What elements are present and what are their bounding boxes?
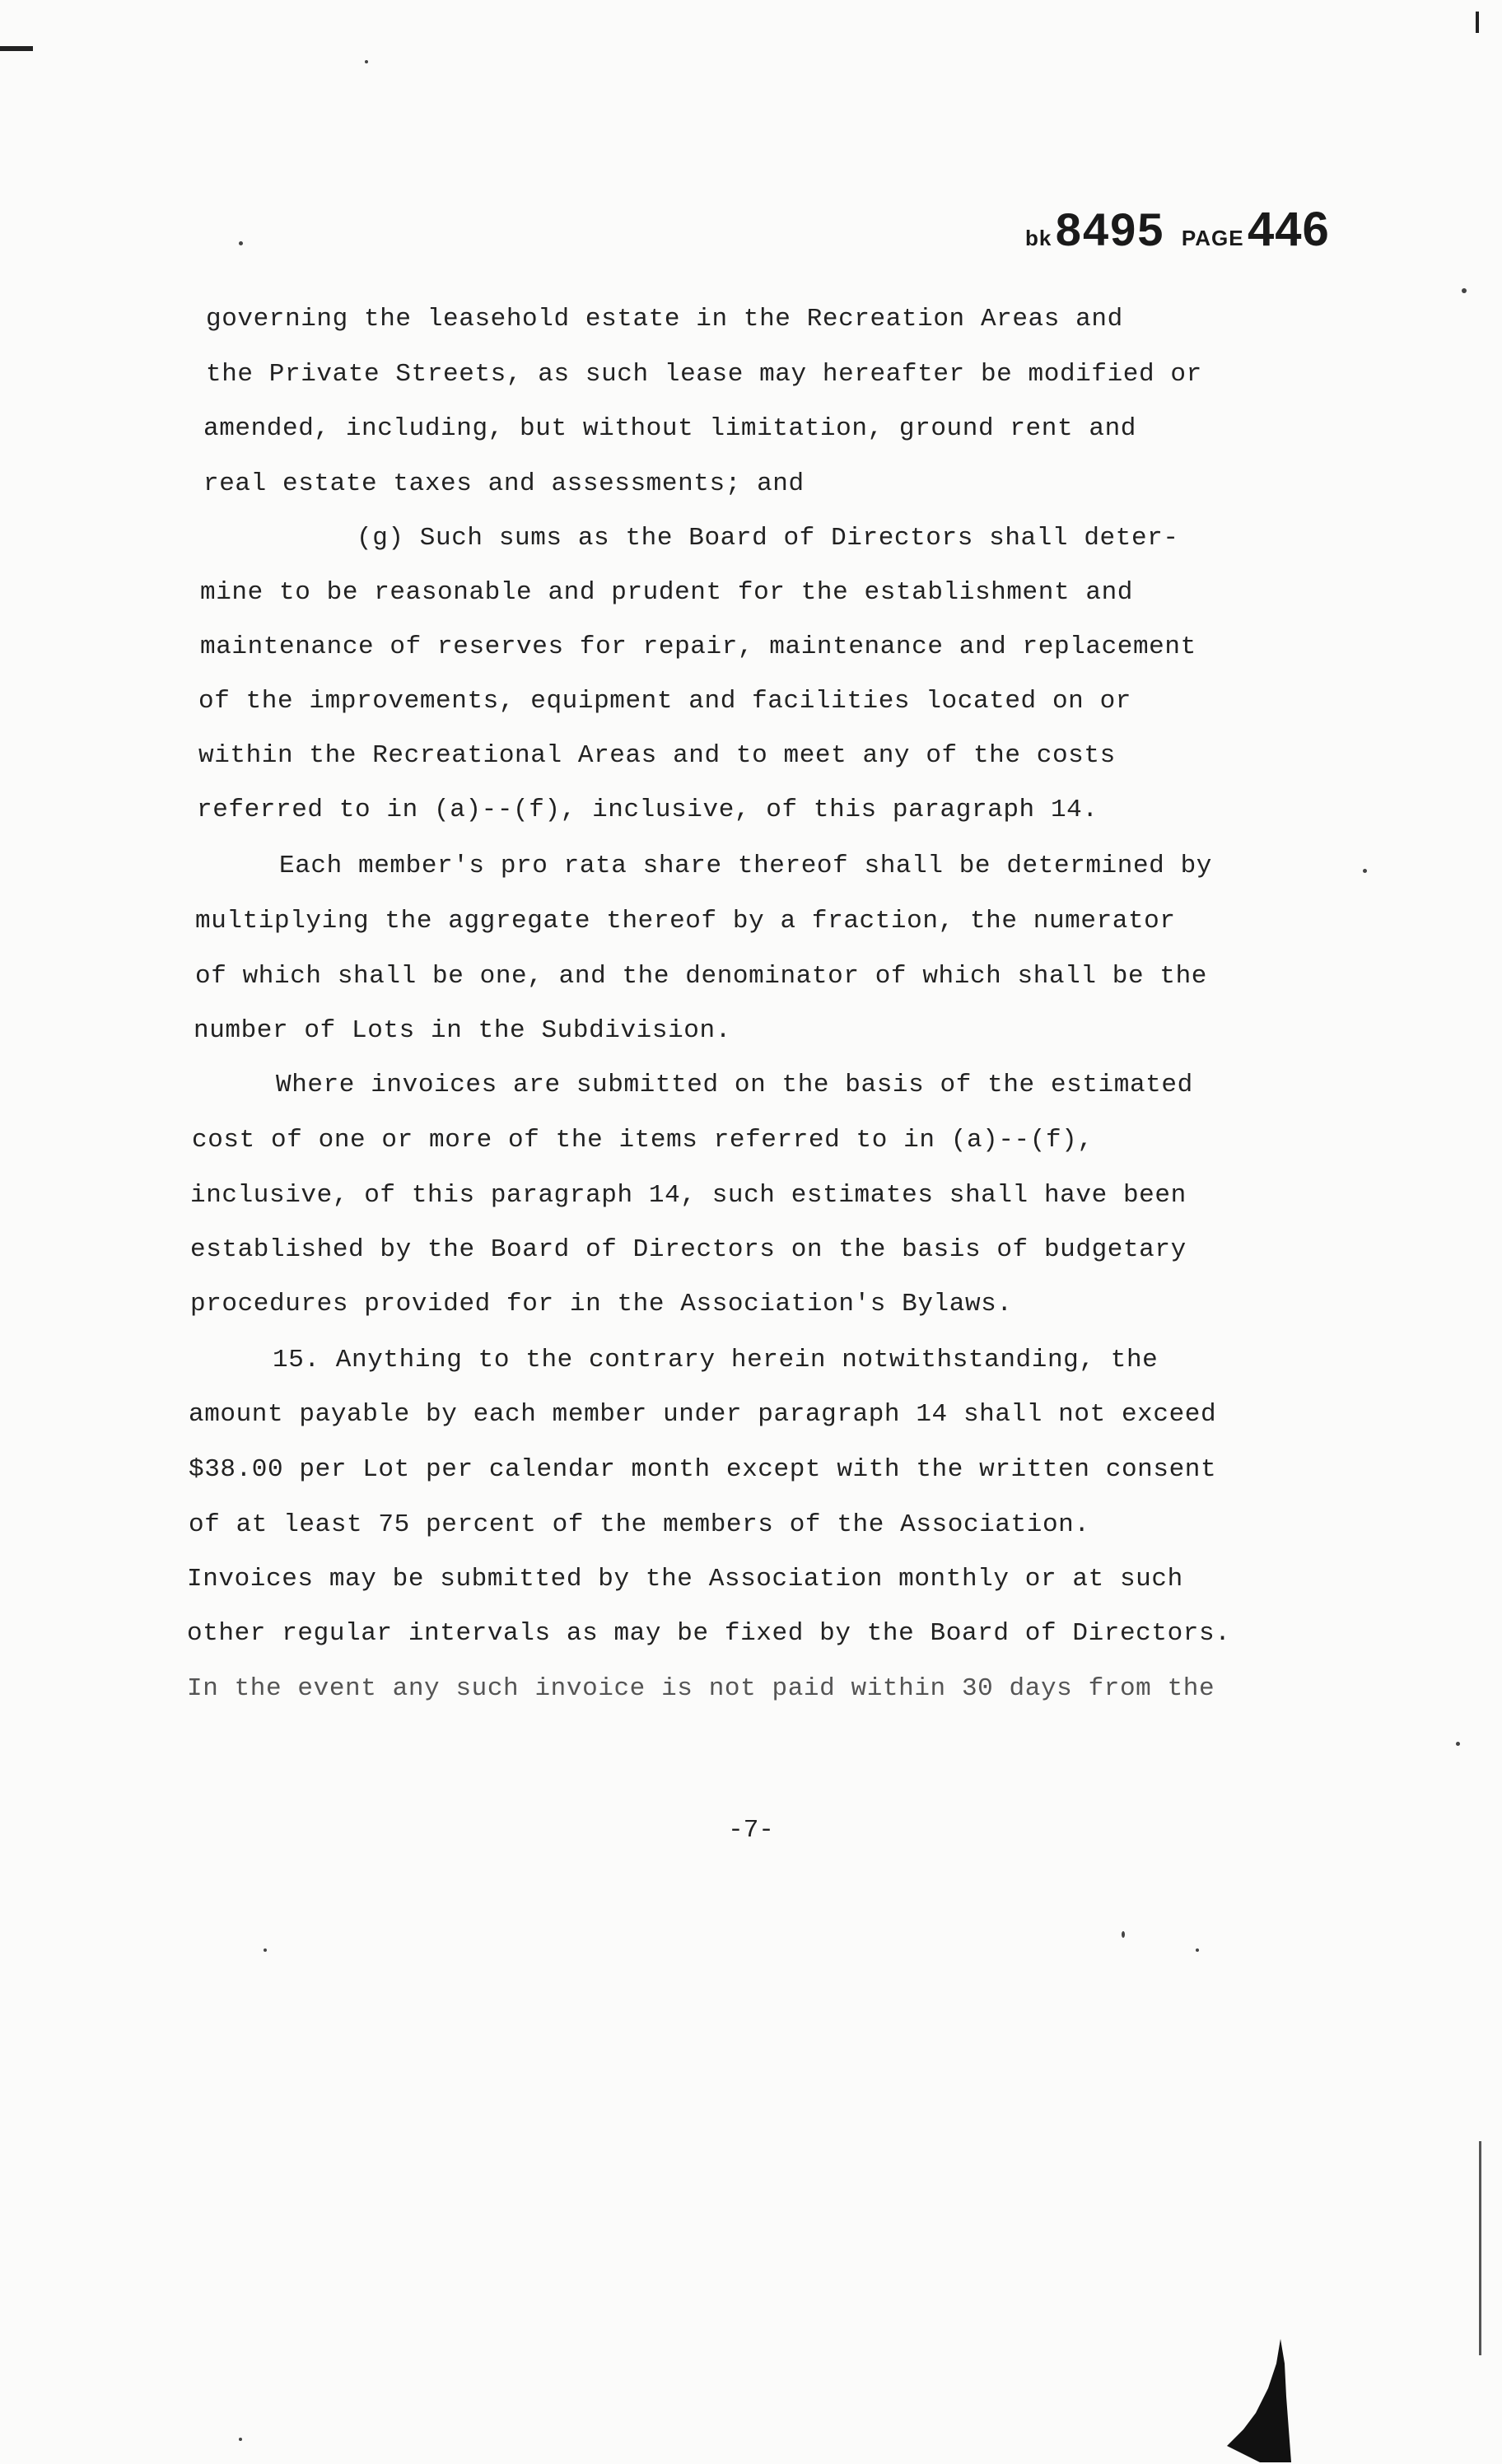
text-line: procedures provided for in the Association's Bylaws. <box>190 1290 1013 1318</box>
text-line: $38.00 per Lot per calendar month except with the written consent <box>189 1455 1217 1484</box>
text-line: Invoices may be submitted by the Association monthly or at such <box>187 1565 1183 1594</box>
page-prefix: PAGE <box>1181 226 1244 250</box>
text-line: cost of one or more of the items referred to in (a)--(f), <box>192 1126 1094 1155</box>
page-number: 446 <box>1248 203 1330 256</box>
text-line: of the improvements, equipment and facilities located on or <box>198 687 1131 716</box>
text-line: mine to be reasonable and prudent for the establishment and <box>200 578 1133 607</box>
scan-edge-mark <box>0 46 33 51</box>
book-page-stamp <box>1025 202 1330 257</box>
scan-edge-mark <box>1476 12 1479 33</box>
book-number: 8495 <box>1055 203 1165 255</box>
text-line: (g) Such sums as the Board of Directors shall deter- <box>357 524 1179 553</box>
text-line: referred to in (a)--(f), inclusive, of this paragraph 14. <box>197 796 1099 824</box>
text-line: maintenance of reserves for repair, maintenance and replacement <box>200 632 1196 661</box>
scan-speck <box>1462 288 1467 293</box>
text-line: In the event any such invoice is not paid within 30 days from the <box>187 1674 1215 1703</box>
text-line: real estate taxes and assessments; and <box>203 469 805 498</box>
text-line: Where invoices are submitted on the basis of the estimated <box>276 1071 1193 1099</box>
book-prefix: bk <box>1025 226 1052 250</box>
scan-speck <box>264 1948 267 1952</box>
text-line: other regular intervals as may be fixed by the Board of Directors. <box>187 1619 1231 1648</box>
text-line: 15. Anything to the contrary herein notwithstanding, the <box>273 1346 1159 1374</box>
text-line: governing the leasehold estate in the Recreation Areas and <box>206 305 1123 334</box>
text-line: of at least 75 percent of the members of the Association. <box>189 1510 1090 1539</box>
scan-edge-mark <box>1479 2141 1481 2355</box>
scan-edge-blot <box>1178 2331 1293 2462</box>
text-line: established by the Board of Directors on the basis of budgetary <box>190 1235 1187 1264</box>
scan-speck <box>1456 1742 1460 1746</box>
text-line: amount payable by each member under paragraph 14 shall not exceed <box>189 1400 1217 1429</box>
scan-speck <box>365 60 368 63</box>
text-line: of which shall be one, and the denominator of which shall be the <box>195 962 1207 991</box>
text-line: within the Recreational Areas and to meet any of the costs <box>198 741 1116 770</box>
text-line: the Private Streets, as such lease may hereafter be modified or <box>206 360 1202 389</box>
text-line: amended, including, but without limitation, ground rent and <box>203 414 1136 443</box>
text-line: Each member's pro rata share thereof shall be determined by <box>279 852 1212 880</box>
page-footer-number: -7- <box>728 1816 774 1845</box>
scan-speck <box>1196 1948 1199 1952</box>
text-line: multiplying the aggregate thereof by a fraction, the numerator <box>195 907 1176 936</box>
text-line: number of Lots in the Subdivision. <box>194 1016 731 1045</box>
scan-speck <box>239 241 243 245</box>
text-line: inclusive, of this paragraph 14, such estimates shall have been <box>190 1181 1187 1210</box>
scan-speck <box>239 2438 242 2441</box>
scan-speck <box>1363 869 1367 873</box>
scan-speck <box>1122 1931 1125 1938</box>
